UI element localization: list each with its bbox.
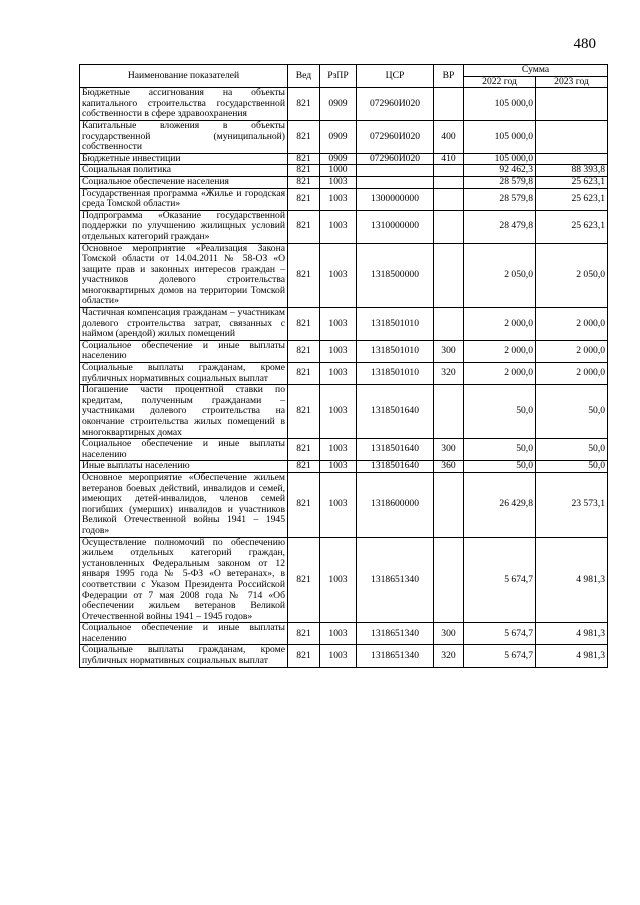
table-row — [80, 461, 608, 473]
row-rzpr: 1003 — [320, 188, 357, 210]
row-rzpr: 1003 — [320, 623, 357, 645]
row-vr — [434, 188, 464, 210]
row-amount-2022: 92 462,3 — [464, 165, 536, 177]
row-amount-2022: 28 579,8 — [464, 188, 536, 210]
table-row — [80, 120, 608, 153]
row-vr — [434, 88, 464, 121]
row-amount-2023: 25 623,1 — [536, 188, 608, 210]
table-row — [80, 363, 608, 385]
row-amount-2023: 50,0 — [536, 439, 608, 461]
row-csr: 1318501640 — [357, 461, 434, 473]
row-ved: 821 — [288, 188, 320, 210]
row-name: Социальные выплаты гражданам, кроме публичных нормативных социальных выплат — [80, 363, 288, 385]
row-rzpr: 1003 — [320, 210, 357, 243]
row-name: Бюджетные ассигнования на объекты капитального строительства государственной собственности в сфере здравоохранения — [80, 88, 288, 121]
row-amount-2022: 2 000,0 — [464, 363, 536, 385]
row-name: Погашение части процентной ставки по кредитам, полученным гражданами – участниками долевого строительства на окончание строительства жилых помещений в многоквартирных домах — [80, 385, 288, 439]
row-vr — [434, 385, 464, 439]
budget-table — [79, 64, 608, 668]
row-ved: 821 — [288, 363, 320, 385]
table-row — [80, 210, 608, 243]
row-csr: 1318501010 — [357, 308, 434, 341]
row-amount-2023: 2 000,0 — [536, 308, 608, 341]
row-csr: 1318651340 — [357, 537, 434, 623]
row-vr: 300 — [434, 439, 464, 461]
row-name: Осуществление полномочий по обеспечению жильем отдельных категорий граждан, установленных Федеральным законом от 12 января 1995 года № 5-ФЗ «О ветеранах», в соответствии с Указом Президента Российской Федерации от 7 мая 2008 года № 714 «Об обеспечении жильем ветеранов Великой Отечественной войны 1941 – 1945 годов» — [80, 537, 288, 623]
table-row — [80, 385, 608, 439]
row-name: Социальное обеспечение населения — [80, 176, 288, 188]
row-ved: 821 — [288, 461, 320, 473]
row-csr: 072960И020 — [357, 120, 434, 153]
row-rzpr: 1003 — [320, 537, 357, 623]
header-ved: Вед — [288, 65, 320, 88]
row-amount-2022: 50,0 — [464, 461, 536, 473]
row-csr: 1318651340 — [357, 623, 434, 645]
row-rzpr: 1003 — [320, 645, 357, 667]
row-ved: 821 — [288, 243, 320, 308]
row-csr: 1318500000 — [357, 243, 434, 308]
header-rzpr: РзПР — [320, 65, 357, 88]
row-ved: 821 — [288, 153, 320, 165]
row-rzpr: 1003 — [320, 439, 357, 461]
row-ved: 821 — [288, 308, 320, 341]
row-rzpr: 1003 — [320, 472, 357, 537]
row-name: Социальное обеспечение и иные выплаты населению — [80, 340, 288, 362]
table-row — [80, 308, 608, 341]
row-name: Социальное обеспечение и иные выплаты населению — [80, 439, 288, 461]
header-2023: 2023 год — [536, 76, 608, 88]
row-csr: 1300000000 — [357, 188, 434, 210]
row-name: Основное мероприятие «Реализация Закона Томской области от 14.04.2011 № 58-ОЗ «О защите прав и законных интересов граждан – участников долевого строительства многоквартирных домов на территории Томской области» — [80, 243, 288, 308]
row-vr — [434, 176, 464, 188]
row-amount-2022: 105 000,0 — [464, 88, 536, 121]
row-ved: 821 — [288, 120, 320, 153]
row-rzpr: 1003 — [320, 461, 357, 473]
row-rzpr: 1003 — [320, 308, 357, 341]
row-amount-2022: 28 579,8 — [464, 176, 536, 188]
table-body — [80, 88, 608, 667]
row-rzpr: 1003 — [320, 176, 357, 188]
row-amount-2023: 4 981,3 — [536, 623, 608, 645]
row-vr: 360 — [434, 461, 464, 473]
row-csr: 1318600000 — [357, 472, 434, 537]
row-amount-2023: 23 573,1 — [536, 472, 608, 537]
row-name: Подпрограмма «Оказание государственной поддержки по улучшению жилищных условий отдельных категорий граждан» — [80, 210, 288, 243]
row-rzpr: 1003 — [320, 243, 357, 308]
row-vr: 300 — [434, 623, 464, 645]
row-ved: 821 — [288, 439, 320, 461]
row-name: Бюджетные инвестиции — [80, 153, 288, 165]
row-rzpr: 0909 — [320, 153, 357, 165]
page-number: 480 — [573, 36, 596, 52]
header-2022: 2022 год — [464, 76, 536, 88]
row-rzpr: 1003 — [320, 385, 357, 439]
row-name: Иные выплаты населению — [80, 461, 288, 473]
row-vr — [434, 210, 464, 243]
row-vr: 320 — [434, 363, 464, 385]
header-vr: ВР — [434, 65, 464, 88]
table-row — [80, 537, 608, 623]
row-rzpr: 1003 — [320, 363, 357, 385]
row-name: Социальное обеспечение и иные выплаты населению — [80, 623, 288, 645]
row-ved: 821 — [288, 176, 320, 188]
row-amount-2022: 26 429,8 — [464, 472, 536, 537]
row-name: Капитальные вложения в объекты государственной (муниципальной) собственности — [80, 120, 288, 153]
row-name: Социальная политика — [80, 165, 288, 177]
table-row — [80, 153, 608, 165]
row-vr: 400 — [434, 120, 464, 153]
row-csr: 1318501010 — [357, 363, 434, 385]
row-amount-2023 — [536, 88, 608, 121]
row-ved: 821 — [288, 210, 320, 243]
table-row — [80, 88, 608, 121]
row-amount-2022: 2 000,0 — [464, 340, 536, 362]
row-csr: 072960И020 — [357, 88, 434, 121]
row-amount-2023: 88 393,8 — [536, 165, 608, 177]
table-row — [80, 176, 608, 188]
table-row — [80, 340, 608, 362]
row-rzpr: 1003 — [320, 340, 357, 362]
row-ved: 821 — [288, 385, 320, 439]
header-name: Наименование показателей — [80, 65, 288, 88]
table-row — [80, 188, 608, 210]
row-amount-2022: 2 000,0 — [464, 308, 536, 341]
row-vr: 410 — [434, 153, 464, 165]
row-csr: 1318501010 — [357, 340, 434, 362]
row-amount-2023: 4 981,3 — [536, 537, 608, 623]
row-amount-2022: 2 050,0 — [464, 243, 536, 308]
row-amount-2023: 50,0 — [536, 385, 608, 439]
row-amount-2022: 105 000,0 — [464, 153, 536, 165]
row-amount-2022: 5 674,7 — [464, 623, 536, 645]
table-row — [80, 472, 608, 537]
table-row — [80, 243, 608, 308]
row-csr: 1318501640 — [357, 439, 434, 461]
header-csr: ЦСР — [357, 65, 434, 88]
table-row — [80, 165, 608, 177]
table-header — [80, 65, 608, 88]
table-row — [80, 623, 608, 645]
row-rzpr: 0909 — [320, 88, 357, 121]
row-name: Социальные выплаты гражданам, кроме публичных нормативных социальных выплат — [80, 645, 288, 667]
row-csr — [357, 176, 434, 188]
row-csr: 072960И020 — [357, 153, 434, 165]
row-csr: 1318501640 — [357, 385, 434, 439]
row-ved: 821 — [288, 645, 320, 667]
row-vr — [434, 537, 464, 623]
row-amount-2022: 28 479,8 — [464, 210, 536, 243]
table-row — [80, 645, 608, 667]
row-amount-2023: 2 000,0 — [536, 363, 608, 385]
row-vr: 320 — [434, 645, 464, 667]
header-sum: Сумма — [464, 65, 608, 77]
row-csr: 1318651340 — [357, 645, 434, 667]
row-amount-2023 — [536, 153, 608, 165]
row-ved: 821 — [288, 165, 320, 177]
row-amount-2022: 105 000,0 — [464, 120, 536, 153]
table-row — [80, 439, 608, 461]
row-csr — [357, 165, 434, 177]
row-amount-2022: 50,0 — [464, 439, 536, 461]
row-amount-2023: 25 623,1 — [536, 210, 608, 243]
row-rzpr: 1000 — [320, 165, 357, 177]
row-ved: 821 — [288, 88, 320, 121]
row-amount-2023: 50,0 — [536, 461, 608, 473]
row-vr — [434, 308, 464, 341]
row-csr: 1310000000 — [357, 210, 434, 243]
row-amount-2023: 2 000,0 — [536, 340, 608, 362]
row-amount-2023: 4 981,3 — [536, 645, 608, 667]
row-ved: 821 — [288, 472, 320, 537]
row-amount-2023: 25 623,1 — [536, 176, 608, 188]
row-vr — [434, 243, 464, 308]
row-ved: 821 — [288, 340, 320, 362]
row-amount-2023 — [536, 120, 608, 153]
row-amount-2022: 5 674,7 — [464, 645, 536, 667]
row-name: Государственная программа «Жилье и городская среда Томской области» — [80, 188, 288, 210]
row-name: Основное мероприятие «Обеспечение жильем ветеранов боевых действий, инвалидов и семей, имеющих детей-инвалидов, членов семей погибших (умерших) инвалидов и участников Великой Отечественной войны 1941 – 1945 годов» — [80, 472, 288, 537]
row-vr — [434, 165, 464, 177]
row-ved: 821 — [288, 537, 320, 623]
row-ved: 821 — [288, 623, 320, 645]
row-vr — [434, 472, 464, 537]
row-vr: 300 — [434, 340, 464, 362]
row-rzpr: 0909 — [320, 120, 357, 153]
row-amount-2022: 5 674,7 — [464, 537, 536, 623]
row-name: Частичная компенсация гражданам – участникам долевого строительства затрат, связанных с наймом (арендой) жилых помещений — [80, 308, 288, 341]
row-amount-2022: 50,0 — [464, 385, 536, 439]
row-amount-2023: 2 050,0 — [536, 243, 608, 308]
